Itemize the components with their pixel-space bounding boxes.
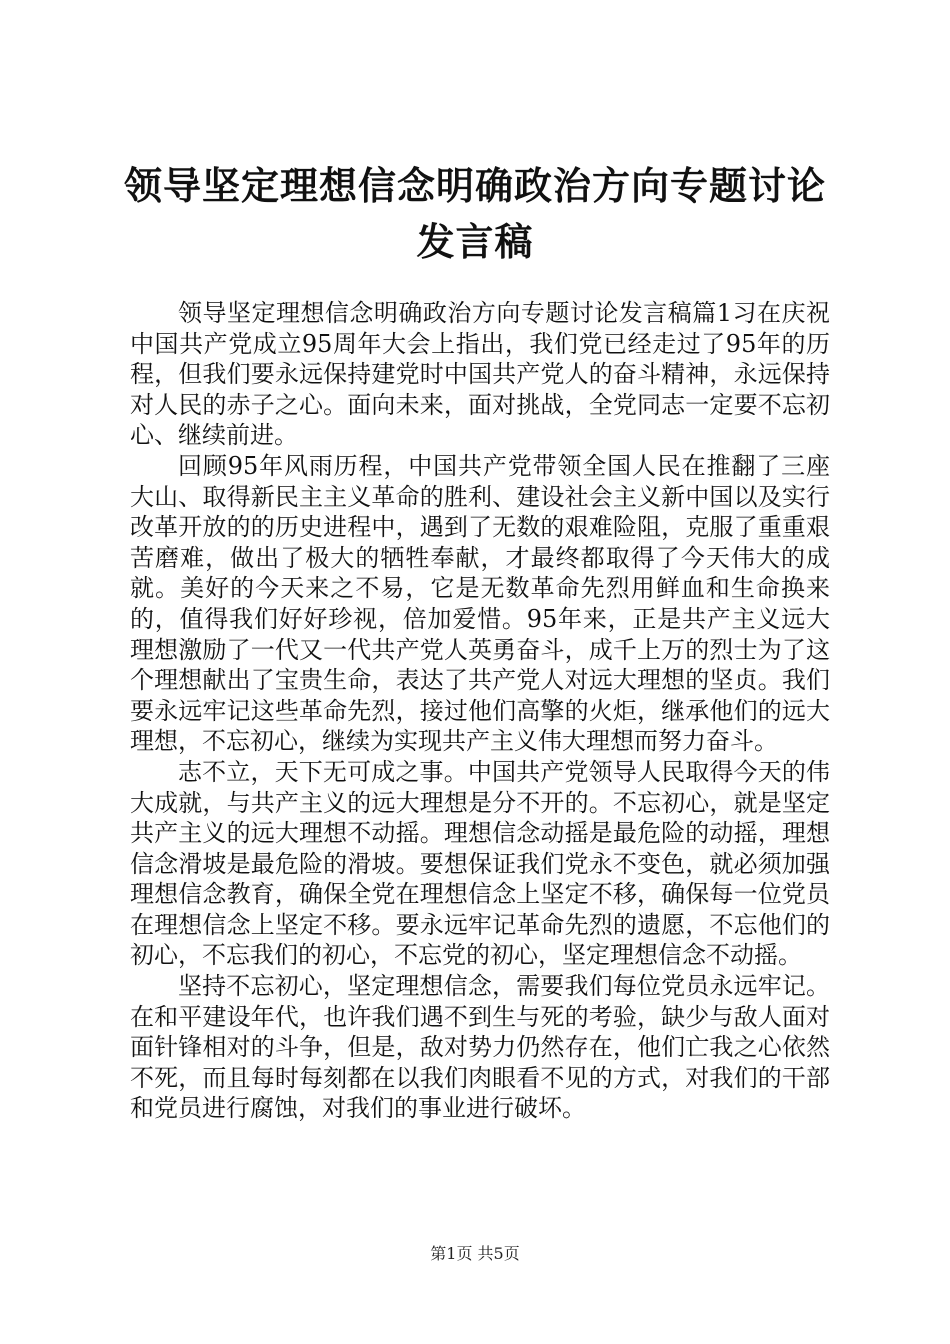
page-number: 第1页 共5页 [430,1244,520,1263]
document-body [130,298,830,1124]
paragraph-1: 领导坚定理想信念明确政治方向专题讨论发言稿篇1习在庆祝中国共产党成立95周年大会上指出，我们党已经走过了95年的历程，但我们要永远保持建党时中国共产党人的奋斗精神，永远保持对人民的赤子之心。面向未来，面对挑战，全党同志一定要不忘初心、继续前进。 [130,299,830,450]
paragraph-2: 回顾95年风雨历程，中国共产党带领全国人民在推翻了三座大山、取得新民主主义革命的胜利、建设社会主义新中国以及实行改革开放的的历史进程中，遇到了无数的艰难险阻，克服了重重艰苦磨难，做出了极大的牺牲奉献，才最终都取得了今天伟大的成就。美好的今天来之不易，它是无数革命先烈用鲜血和生命换来的，值得我们好好珍视，倍加爱惜。95年来，正是共产主义远大理想激励了一代又一代共产党人英勇奋斗，成千上万的烈士为了这个理想献出了宝贵生命，表达了共产党人对远大理想的坚贞。我们要永远牢记这些革命先烈，接过他们高擎的火炬，继承他们的远大理想，不忘初心，继续为实现共产主义伟大理想而努力奋斗。 [130,451,830,756]
document-title: 领导坚定理想信念明确政治方向专题讨论发言稿 [123,163,826,264]
paragraph-4: 坚持不忘初心，坚定理想信念，需要我们每位党员永远牢记。在和平建设年代，也许我们遇不到生与死的考验，缺少与敌人面对面针锋相对的斗争，但是，敌对势力仍然存在，他们亡我之心依然不死，而且每时每刻都在以我们肉眼看不见的方式，对我们的干部和党员进行腐蚀，对我们的事业进行破坏。 [130,972,830,1123]
paragraph-3: 志不立，天下无可成之事。中国共产党领导人民取得今天的伟大成就，与共产主义的远大理想是分不开的。不忘初心，就是坚定共产主义的远大理想不动摇。理想信念动摇是最危险的动摇，理想信念滑坡是最危险的滑坡。要想保证我们党永不变色，就必须加强理想信念教育，确保全党在理想信念上坚定不移，确保每一位党员在理想信念上坚定不移。要永远牢记革命先烈的遗愿，不忘他们的初心，不忘我们的初心，不忘党的初心，坚定理想信念不动摇。 [130,757,830,970]
